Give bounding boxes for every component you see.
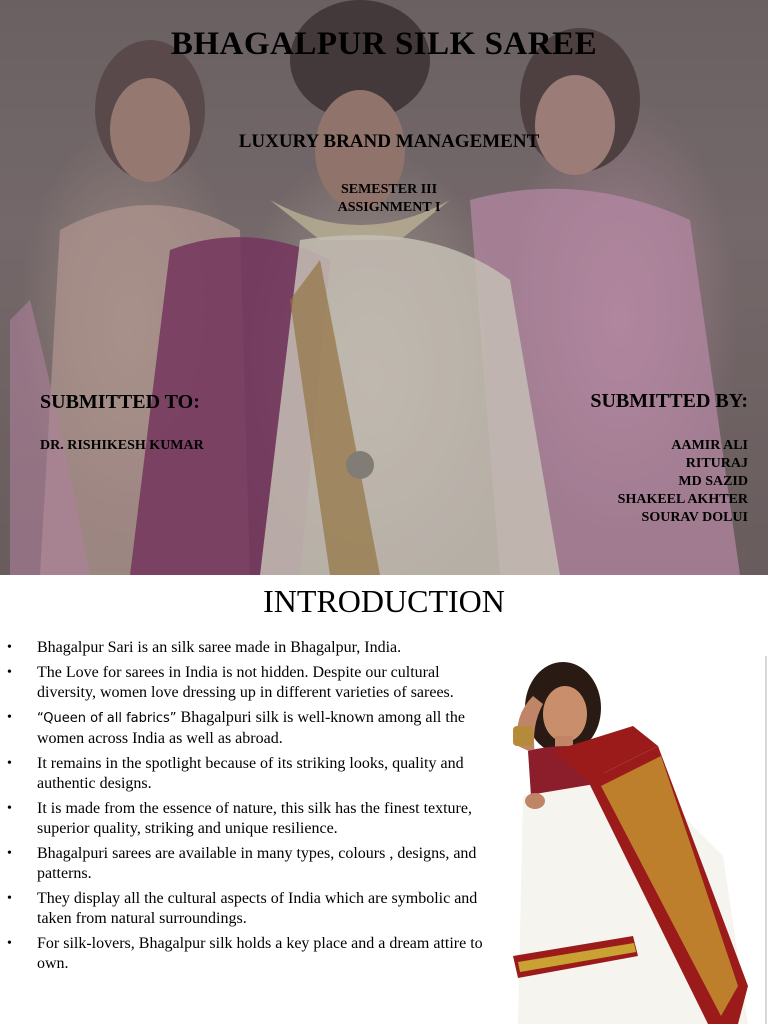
saree-model-illustration — [493, 656, 763, 1024]
bullet-item — [6, 708, 488, 749]
bullet-icon: • — [7, 846, 12, 861]
bullet-item — [6, 638, 488, 658]
bullet-item — [6, 889, 488, 929]
bullet-text: Bhagalpur Sari is an silk saree made in Bhagalpur, India. — [37, 639, 402, 656]
author-name: RITURAJ — [685, 456, 748, 471]
bullet-item — [6, 844, 488, 884]
bullet-text: It is made from the essence of nature, this silk has the finest texture, superior quality, striking and unique resilience. — [37, 800, 472, 837]
presentation-title: BHAGALPUR SILK SAREE — [170, 26, 598, 62]
submitted-by-list — [618, 437, 748, 527]
submitted-to-heading: SUBMITTED TO: — [40, 391, 200, 413]
author-name: MD SAZID — [678, 474, 748, 489]
bullet-text: Bhagalpuri sarees are available in many types, colours , designs, and patterns. — [37, 845, 477, 882]
author-name: SHAKEEL AKHTER — [617, 492, 748, 507]
presentation-subtitle: LUXURY BRAND MANAGEMENT — [238, 131, 540, 152]
bullet-icon: • — [7, 891, 12, 906]
bullet-icon: • — [7, 801, 12, 816]
bullet-item — [6, 934, 488, 974]
bullet-icon: • — [7, 665, 12, 680]
introduction-bullet-list — [6, 638, 488, 979]
author-name: AAMIR ALI — [671, 438, 748, 453]
bullet-text: It remains in the spotlight because of its striking looks, quality and authentic designs. — [37, 755, 464, 792]
submitted-by-heading: SUBMITTED BY: — [590, 390, 748, 412]
bullet-text: They display all the cultural aspects of India which are symbolic and taken from natural surroundings. — [37, 890, 478, 927]
bullet-icon: • — [7, 710, 12, 725]
bullet-text: Bhagalpuri silk is well-known among all the women across India as well as abroad. — [37, 709, 465, 747]
bullet-item — [6, 754, 488, 794]
bullet-icon: • — [7, 936, 12, 951]
assignment-label: ASSIGNMENT I — [337, 200, 441, 215]
introduction-slide — [0, 575, 768, 1024]
semester-label: SEMESTER III — [340, 182, 438, 197]
bullet-item — [6, 799, 488, 839]
bullet-icon: • — [7, 640, 12, 655]
bullet-icon: • — [7, 756, 12, 771]
saree-model-photo — [493, 656, 767, 1024]
bullet-item — [6, 663, 488, 703]
semester-block — [0, 181, 768, 217]
bullet-text: For silk-lovers, Bhagalpur silk holds a key place and a dream attire to own. — [37, 935, 483, 972]
author-name: SOURAV DOLUI — [641, 510, 748, 525]
introduction-title: INTRODUCTION — [263, 583, 505, 619]
bullet-text: The Love for sarees in India is not hidden. Despite our cultural diversity, women love dressing up in different varieties of sarees. — [37, 664, 454, 701]
submitted-to-name: DR. RISHIKESH KUMAR — [40, 438, 204, 453]
bullet-quote: “Queen of all fabrics” — [37, 711, 177, 726]
